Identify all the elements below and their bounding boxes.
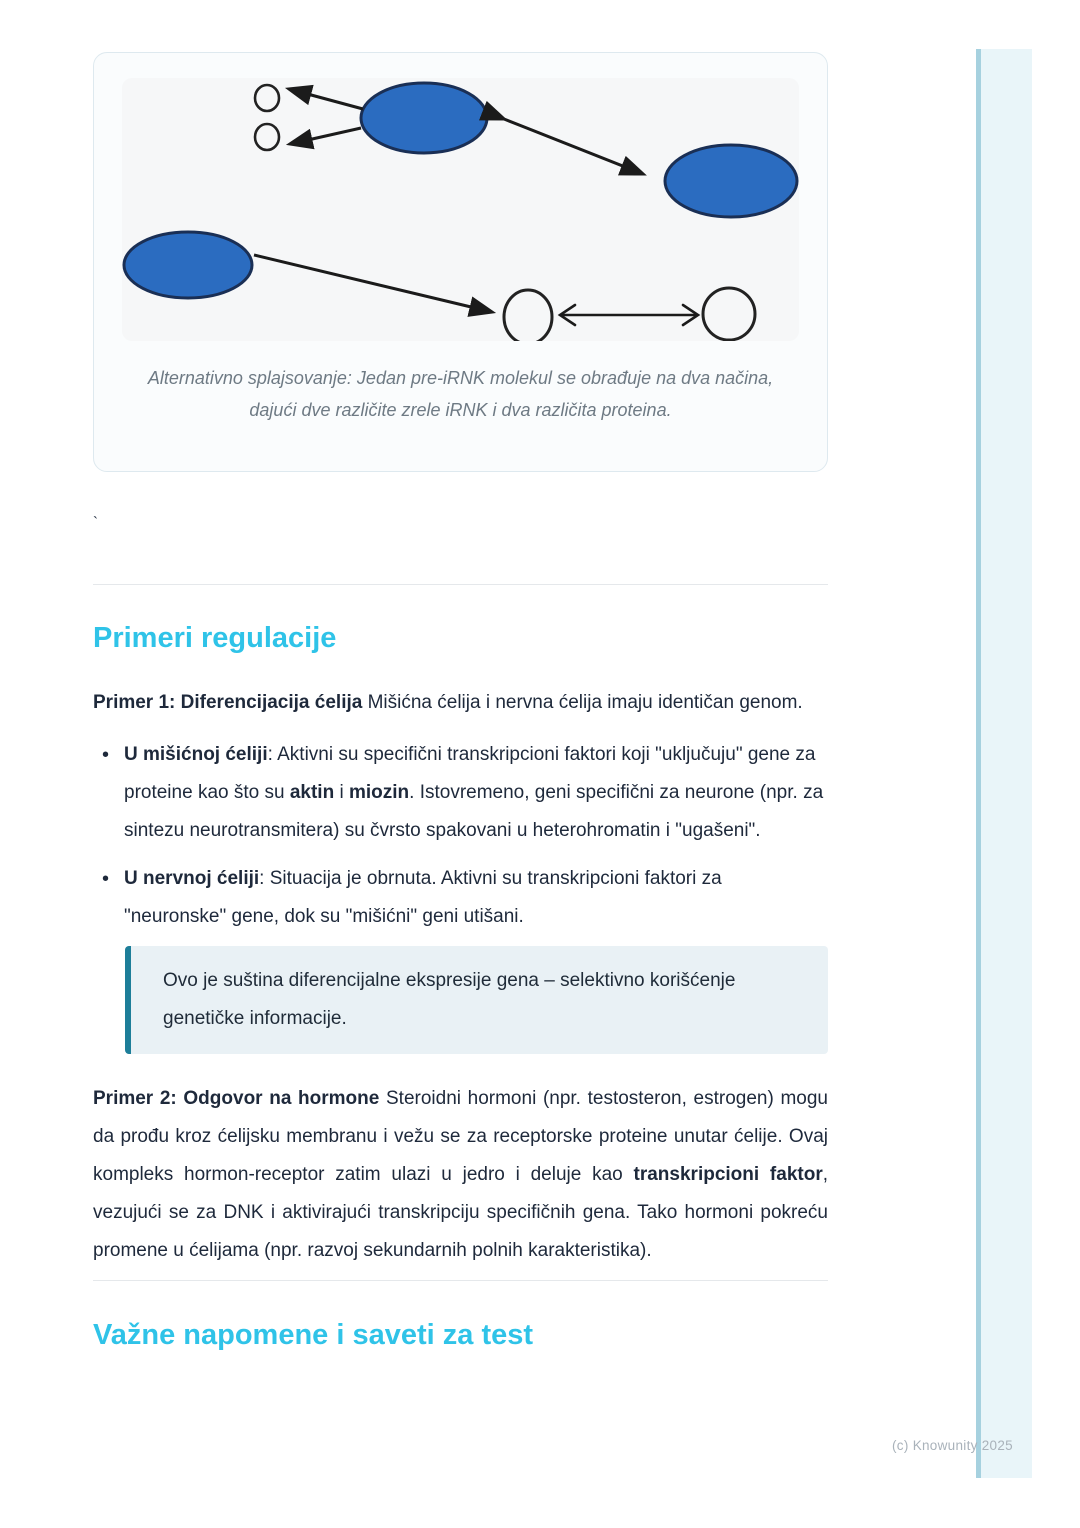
diagram-double-arrow-top [504, 119, 643, 174]
figure-card [93, 52, 828, 472]
alternative-splicing-diagram [122, 78, 799, 341]
diagram-arrow-to-circle-2 [290, 128, 361, 144]
list-item-text: U mišićnoj ćeliji: Aktivni su specifični transkripcioni faktori koji "uključuju" gene za proteine kao što su aktin i miozin. Istovremeno, geni specifični za neurone (npr. za sintezu neurotransmitera) su čvrsto spakovani u heterohromatin i "ugašeni". [124, 744, 824, 841]
diagram-open-circle-bottom-left [504, 290, 552, 341]
section-heading-primeri-regulacije: Primeri regulacije [93, 622, 337, 654]
content-column [93, 0, 828, 1353]
bullet-list [93, 736, 828, 936]
diagram-open-double-arrow [560, 305, 698, 325]
list-item-nervna-celija [93, 860, 828, 936]
paragraph-primer-1: Primer 1: Diferencijacija ćelija Mišićna ćelija i nervna ćelija imaju identičan genom. [93, 692, 803, 713]
diagram-blue-ellipse-left [124, 232, 252, 298]
diagram-open-circle-bottom-right [703, 288, 755, 340]
diagram-small-circle-2 [255, 124, 279, 150]
paragraph-primer-2: Primer 2: Odgovor na hormone Steroidni hormoni (npr. testosteron, estrogen) mogu da prođu kroz ćelijsku membranu i vežu se za receptorske proteine unutar ćelije. Ovaj kompleks hormon-receptor zatim ulazi u jedro i deluje kao transkripcioni faktor, vezujući se za DNK i aktivirajući transkripciju specifičnih gena. Tako hormoni pokreću promene u ćelijama (npr. razvoj sekundarnih polnih karakteristika). [93, 1088, 829, 1261]
diagram-blue-ellipse-top [361, 83, 487, 153]
section-divider [93, 1280, 828, 1281]
diagram-small-circle-1 [255, 85, 279, 111]
section-divider [93, 584, 828, 585]
list-item-misicna-celija [93, 736, 828, 850]
diagram-arrow-to-circle-1 [289, 89, 363, 109]
section-heading-vazne-napomene: Važne napomene i saveti za test [93, 1319, 534, 1351]
figure-caption: Alternativno splajsovanje: Jedan pre-iRNK molekul se obrađuje na dva načina, dajući dve različite zrele iRNK i dva različita proteina. [147, 368, 774, 420]
diagram-blue-ellipse-right [665, 145, 797, 217]
page-edge-decoration-bar [976, 49, 1032, 1478]
list-item-text: U nervnoj ćeliji: Situacija je obrnuta. Aktivni su transkripcioni faktori za "neuronske" gene, dok su "mišićni" geni utišani. [124, 868, 722, 927]
callout-text: Ovo je suština diferencijalne ekspresije gena – selektivno korišćenje genetičke informacije. [163, 970, 736, 1029]
copyright-credit: (c) Knowunity 2025 [892, 1438, 1013, 1453]
diagram-svg [122, 78, 799, 341]
diagram-arrow-long [254, 255, 492, 312]
callout-note [125, 946, 828, 1054]
stray-backtick: ` [93, 514, 98, 531]
